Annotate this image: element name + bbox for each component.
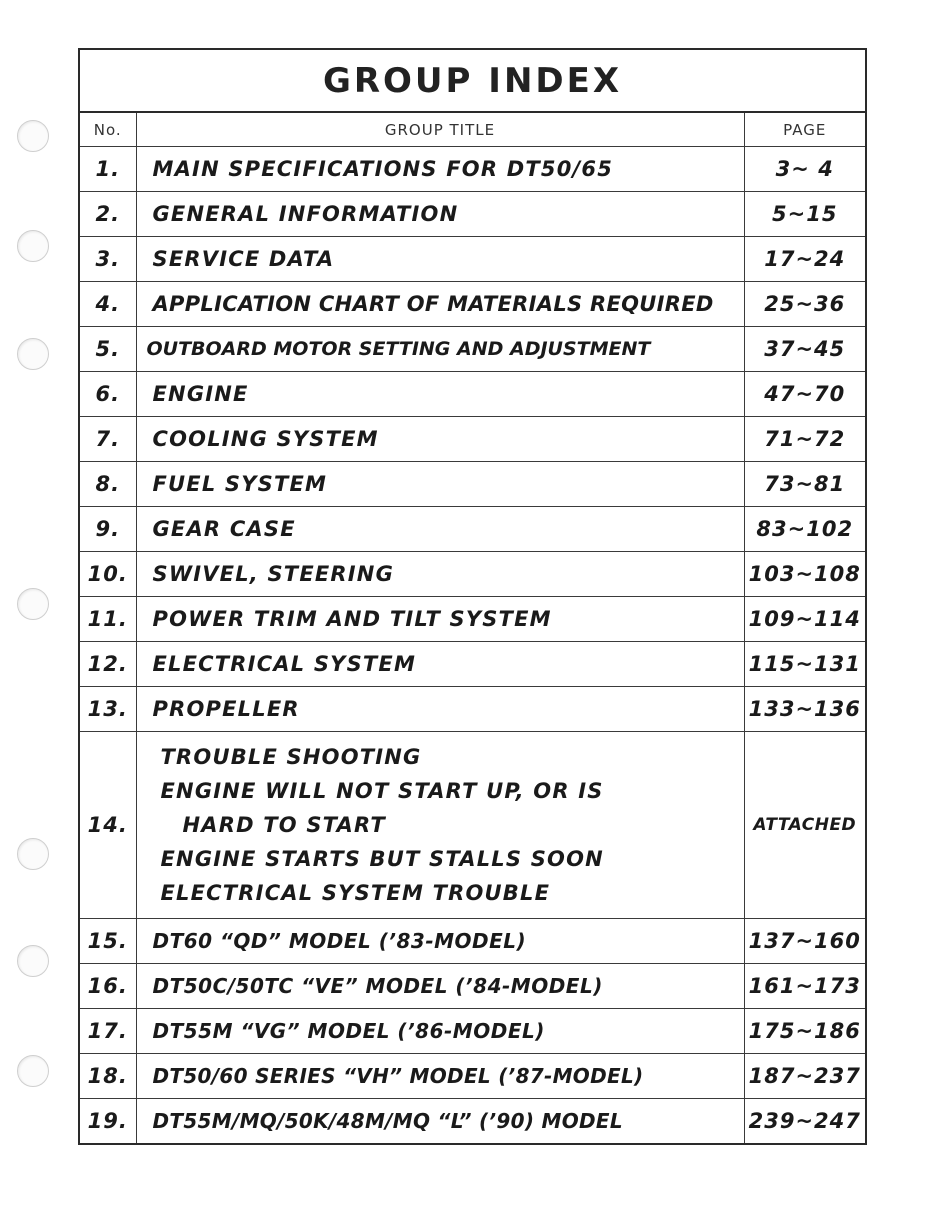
punch-hole (17, 838, 49, 870)
page-title: GROUP INDEX (80, 50, 865, 113)
table-row (80, 919, 865, 964)
group-title: OUTBOARD MOTOR SETTING AND ADJUSTMENT (136, 327, 744, 372)
group-number: 17. (80, 1009, 136, 1054)
page-range: 103~108 (744, 552, 865, 597)
page-range: 17~24 (744, 237, 865, 282)
page-range: 3~ 4 (744, 147, 865, 192)
trouble-shooting-lines (153, 742, 744, 908)
index-table (80, 113, 865, 1143)
group-number: 15. (80, 919, 136, 964)
group-number: 1. (80, 147, 136, 192)
table-row (80, 552, 865, 597)
group-number: 10. (80, 552, 136, 597)
group-number: 2. (80, 192, 136, 237)
punch-hole (17, 588, 49, 620)
punch-hole (17, 945, 49, 977)
table-row (80, 372, 865, 417)
page-range: 73~81 (744, 462, 865, 507)
group-title: ELECTRICAL SYSTEM (136, 642, 744, 687)
punch-hole (17, 120, 49, 152)
group-title: COOLING SYSTEM (136, 417, 744, 462)
header-row (80, 113, 865, 147)
page-range: 25~36 (744, 282, 865, 327)
group-number: 8. (80, 462, 136, 507)
page-range: 109~114 (744, 597, 865, 642)
group-number: 4. (80, 282, 136, 327)
group-number: 14. (80, 732, 136, 919)
group-title: DT50/60 SERIES “VH” MODEL (’87-MODEL) (136, 1054, 744, 1099)
group-title: DT50C/50TC “VE” MODEL (’84-MODEL) (136, 964, 744, 1009)
group-number: 18. (80, 1054, 136, 1099)
page-range: 161~173 (744, 964, 865, 1009)
group-number: 5. (80, 327, 136, 372)
group-title: APPLICATION CHART OF MATERIALS REQUIRED (136, 282, 744, 327)
group-title: ENGINE (136, 372, 744, 417)
group-number: 7. (80, 417, 136, 462)
group-title: DT55M “VG” MODEL (’86-MODEL) (136, 1009, 744, 1054)
page-range: 83~102 (744, 507, 865, 552)
table-row (80, 1054, 865, 1099)
group-title: SWIVEL, STEERING (136, 552, 744, 597)
page-range: 5~15 (744, 192, 865, 237)
column-header-page: PAGE (744, 113, 865, 147)
table-row (80, 462, 865, 507)
trouble-line: TROUBLE SHOOTING (160, 745, 422, 769)
trouble-shooting-row (80, 732, 865, 919)
table-row (80, 282, 865, 327)
trouble-line: HARD TO START (182, 813, 386, 837)
punch-hole (17, 1055, 49, 1087)
table-row (80, 597, 865, 642)
group-title: DT60 “QD” MODEL (’83-MODEL) (136, 919, 744, 964)
group-title: POWER TRIM AND TILT SYSTEM (136, 597, 744, 642)
group-title: GENERAL INFORMATION (136, 192, 744, 237)
group-number: 19. (80, 1099, 136, 1144)
table-row (80, 1009, 865, 1054)
trouble-shooting-cell (136, 732, 744, 919)
group-number: 6. (80, 372, 136, 417)
table-row (80, 237, 865, 282)
group-number: 16. (80, 964, 136, 1009)
page-range: 175~186 (744, 1009, 865, 1054)
column-header-no: No. (80, 113, 136, 147)
group-title: MAIN SPECIFICATIONS FOR DT50/65 (136, 147, 744, 192)
group-title: SERVICE DATA (136, 237, 744, 282)
page-range: 37~45 (744, 327, 865, 372)
page-range: 187~237 (744, 1054, 865, 1099)
table-row (80, 1099, 865, 1144)
table-row (80, 192, 865, 237)
table-row (80, 687, 865, 732)
table-row (80, 327, 865, 372)
page-range: 115~131 (744, 642, 865, 687)
page-range: 71~72 (744, 417, 865, 462)
table-row (80, 964, 865, 1009)
table-row (80, 507, 865, 552)
group-title: DT55M/MQ/50K/48M/MQ “L” (’90) MODEL (136, 1099, 744, 1144)
punch-hole (17, 230, 49, 262)
table-row (80, 417, 865, 462)
page-range: ATTACHED (744, 732, 865, 919)
column-header-title: GROUP TITLE (136, 113, 744, 147)
trouble-line: ELECTRICAL SYSTEM TROUBLE (160, 881, 551, 905)
trouble-line: ENGINE WILL NOT START UP, OR IS (160, 779, 604, 803)
group-number: 13. (80, 687, 136, 732)
trouble-line: ENGINE STARTS BUT STALLS SOON (160, 847, 604, 871)
table-row (80, 147, 865, 192)
group-title: GEAR CASE (136, 507, 744, 552)
page-range: 47~70 (744, 372, 865, 417)
group-title: PROPELLER (136, 687, 744, 732)
page-range: 239~247 (744, 1099, 865, 1144)
page-range: 133~136 (744, 687, 865, 732)
page-range: 137~160 (744, 919, 865, 964)
group-number: 12. (80, 642, 136, 687)
punch-hole (17, 338, 49, 370)
group-number: 11. (80, 597, 136, 642)
group-number: 3. (80, 237, 136, 282)
group-title: FUEL SYSTEM (136, 462, 744, 507)
table-row (80, 642, 865, 687)
group-number: 9. (80, 507, 136, 552)
group-index-sheet (78, 48, 867, 1145)
